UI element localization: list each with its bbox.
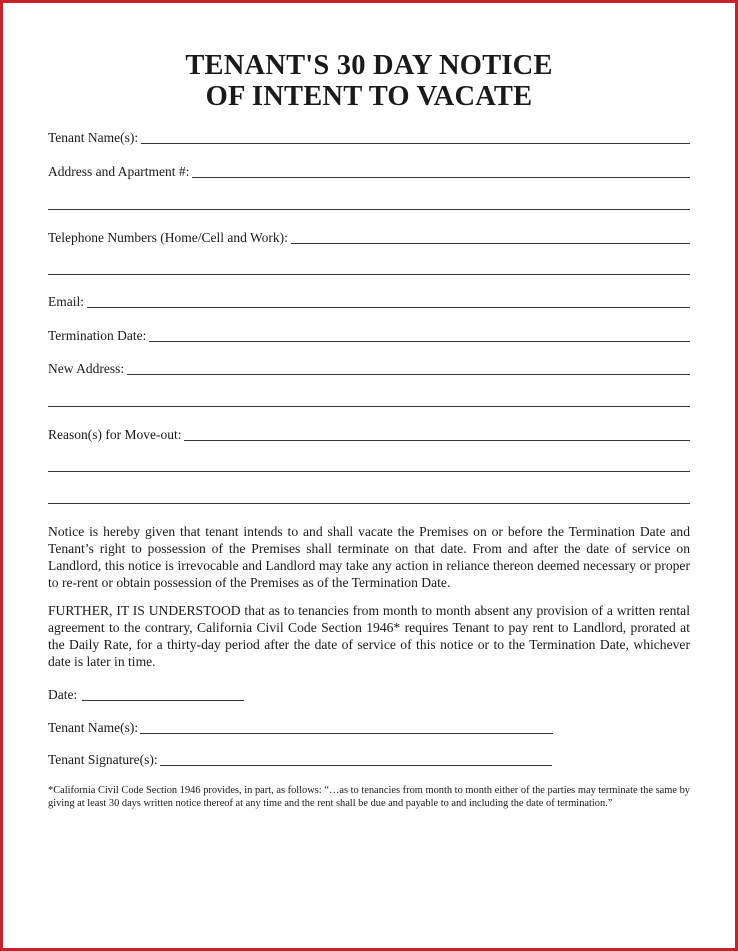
reasons-line[interactable] — [184, 440, 690, 441]
telephone-field[interactable] — [48, 228, 690, 248]
date-label: Date: — [48, 687, 78, 702]
new-address-label: New Address: — [48, 361, 125, 376]
email-line[interactable] — [87, 307, 690, 308]
signature-tenant-names-label: Tenant Name(s): — [48, 720, 139, 735]
address-label: Address and Apartment #: — [48, 164, 190, 179]
new-address-field[interactable] — [48, 359, 690, 379]
signature-tenant-names-line[interactable] — [140, 733, 553, 734]
email-label: Email: — [48, 294, 84, 309]
address-extra-line[interactable] — [48, 209, 690, 210]
footnote: *California Civil Code Section 1946 provides, in part, as follows: “…as to tenancies from month to month either of the parties may terminate the same by giving at least 30 days written notice thereof at any time and the rent shall be due and payable to and including the date of termination.” — [48, 785, 690, 809]
tenant-signatures-field[interactable] — [48, 750, 552, 770]
address-line[interactable] — [192, 177, 690, 178]
tenant-names-label: Tenant Name(s): — [48, 130, 139, 145]
termination-date-field[interactable] — [48, 326, 690, 346]
termination-date-label: Termination Date: — [48, 328, 147, 343]
email-field[interactable] — [48, 292, 690, 312]
termination-date-line[interactable] — [149, 341, 690, 342]
telephone-extra-line[interactable] — [48, 274, 690, 275]
title-line-1: TENANT'S 30 DAY NOTICE — [185, 50, 553, 81]
reasons-extra-line-1[interactable] — [48, 471, 690, 472]
further-paragraph: FURTHER, IT IS UNDERSTOOD that as to tenancies from month to month absent any provision of a written rental agreement to the contrary, California Civil Code Section 1946* requires Tenant to pay rent to Landlord, prorated at the Daily Rate, for a thirty-day period after the date of service of this notice or to the Termination Date, whichever date is later in time. — [48, 603, 690, 669]
title-line-2: OF INTENT TO VACATE — [205, 81, 533, 112]
address-field[interactable] — [48, 162, 690, 182]
new-address-extra-line[interactable] — [48, 406, 690, 407]
date-field[interactable] — [48, 685, 244, 705]
notice-paragraph: Notice is hereby given that tenant intends to and shall vacate the Premises on or before the Termination Date and Tenant’s right to possession of the Premises shall terminate on that date. From and after the date of service on Landlord, this notice is irrevocable and Landlord may take any action in reliance thereon deemed necessary or proper to re-rent or obtain possession of the Premises as of the Termination Date. — [48, 524, 690, 590]
telephone-line[interactable] — [291, 243, 690, 244]
tenant-signatures-label: Tenant Signature(s): — [48, 752, 158, 767]
new-address-line[interactable] — [127, 374, 690, 375]
tenant-signatures-line[interactable] — [160, 765, 552, 766]
tenant-names-field[interactable] — [48, 128, 690, 148]
document-title — [0, 50, 738, 112]
reasons-label: Reason(s) for Move-out: — [48, 427, 182, 442]
reasons-extra-line-2[interactable] — [48, 503, 690, 504]
telephone-label: Telephone Numbers (Home/Cell and Work): — [48, 230, 288, 245]
reasons-field[interactable] — [48, 425, 690, 445]
date-line[interactable] — [82, 700, 244, 701]
signature-tenant-names-field[interactable] — [48, 718, 553, 738]
tenant-names-line[interactable] — [141, 143, 690, 144]
